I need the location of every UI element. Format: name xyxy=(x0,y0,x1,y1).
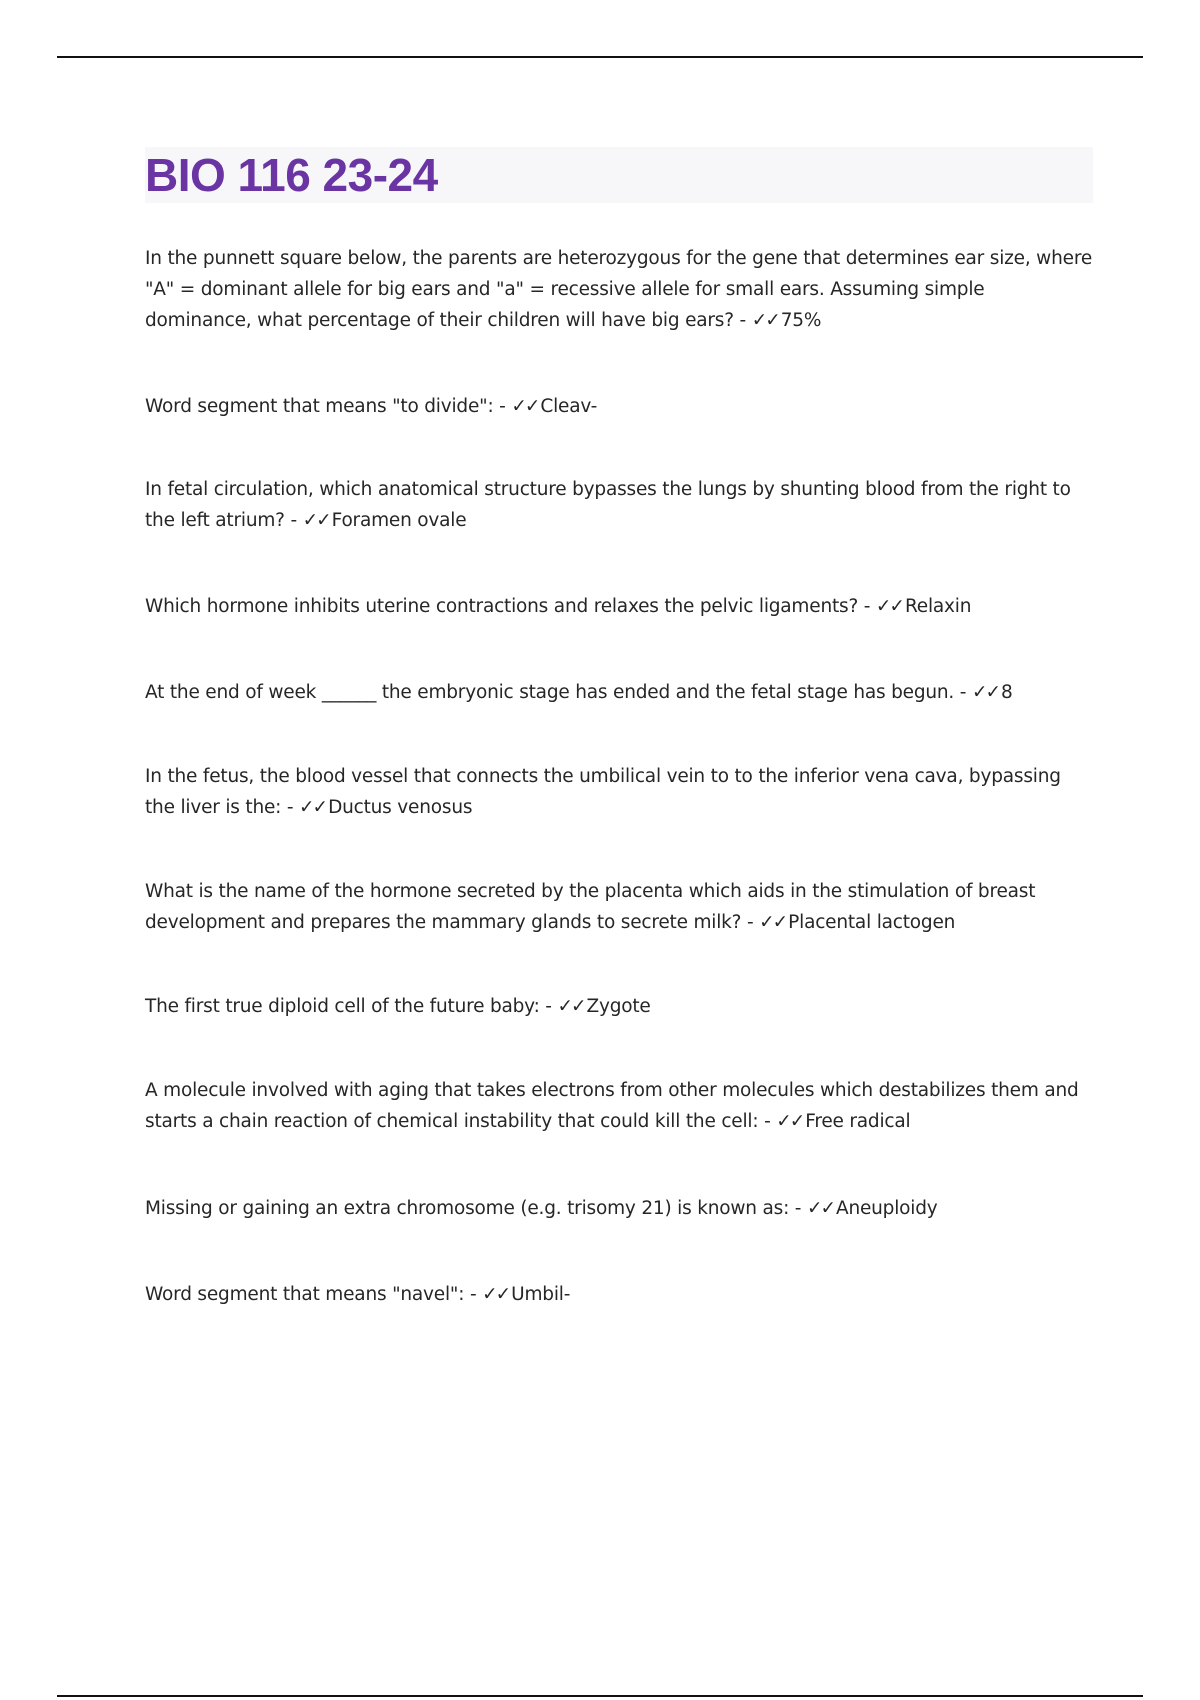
double-check-icon: ✓✓ xyxy=(776,1111,804,1132)
answer-text: Foramen ovale xyxy=(331,510,467,531)
qa-item xyxy=(145,876,1093,938)
answer-text: Umbil- xyxy=(511,1284,571,1305)
qa-item xyxy=(145,243,1093,336)
answer-text: Free radical xyxy=(805,1111,911,1132)
qa-item xyxy=(145,1279,1093,1310)
qa-item xyxy=(145,1193,1093,1224)
question-text: What is the name of the hormone secreted by the placenta which aids in the stimulation of breast development and prepares the mammary glands to secrete milk? xyxy=(145,881,1036,933)
title-banner xyxy=(145,147,1093,203)
double-check-icon: ✓✓ xyxy=(751,310,779,331)
qa-item xyxy=(145,591,1093,622)
question-text: In the punnett square below, the parents are heterozygous for the gene that determines ear size, where "A" = dominant allele for big ears and "a" = recessive allele for small ears. Assuming simple dominance, what percentage of their children will have big ears? xyxy=(145,248,1093,331)
answer-separator: - xyxy=(539,996,558,1017)
answer-text: Zygote xyxy=(586,996,651,1017)
question-text: A molecule involved with aging that takes electrons from other molecules which destabilizes them and starts a chain reaction of chemical instability that could kill the cell: xyxy=(145,1080,1079,1132)
answer-separator: - xyxy=(954,682,972,703)
double-check-icon: ✓✓ xyxy=(875,596,903,617)
answer-text: Ductus venosus xyxy=(328,797,473,818)
double-check-icon: ✓✓ xyxy=(302,510,330,531)
answer-text: Relaxin xyxy=(904,596,972,617)
answer-separator: - xyxy=(758,1111,777,1132)
double-check-icon: ✓✓ xyxy=(557,996,585,1017)
double-check-icon: ✓✓ xyxy=(482,1284,510,1305)
answer-separator: - xyxy=(493,396,512,417)
answer-separator: - xyxy=(789,1198,807,1219)
answer-text: Placental lactogen xyxy=(788,912,956,933)
document-body xyxy=(145,147,1093,1310)
answer-separator: - xyxy=(733,310,752,331)
answer-text: 75% xyxy=(780,310,822,331)
double-check-icon: ✓✓ xyxy=(299,797,327,818)
qa-item xyxy=(145,991,1093,1022)
question-list xyxy=(145,243,1093,1310)
double-check-icon: ✓✓ xyxy=(759,912,787,933)
answer-text: Cleav- xyxy=(540,396,598,417)
question-text: Word segment that means "navel": xyxy=(145,1284,465,1305)
question-text: Which hormone inhibits uterine contractions and relaxes the pelvic ligaments? xyxy=(145,596,859,617)
qa-item xyxy=(145,761,1093,823)
answer-separator: - xyxy=(464,1284,483,1305)
question-text: Word segment that means "to divide": xyxy=(145,396,494,417)
double-check-icon: ✓✓ xyxy=(511,396,539,417)
answer-separator: - xyxy=(281,797,300,818)
top-rule xyxy=(57,56,1143,58)
qa-item xyxy=(145,474,1093,536)
double-check-icon: ✓✓ xyxy=(806,1198,834,1219)
question-text: In the fetus, the blood vessel that connects the umbilical vein to to the inferior vena cava, bypassing the liver is the: xyxy=(145,766,1061,818)
qa-item xyxy=(145,677,1093,708)
question-text: The first true diploid cell of the future baby: xyxy=(145,996,540,1017)
question-text: At the end of week ______ the embryonic stage has ended and the fetal stage has begun. xyxy=(145,682,955,703)
question-text: Missing or gaining an extra chromosome (e.g. trisomy 21) is known as: xyxy=(145,1198,790,1219)
question-text: In fetal circulation, which anatomical structure bypasses the lungs by shunting blood from the right to the left atrium? xyxy=(145,479,1071,531)
document-title: BIO 116 23-24 xyxy=(145,149,438,201)
qa-item xyxy=(145,391,1093,422)
answer-separator: - xyxy=(741,912,760,933)
answer-text: Aneuploidy xyxy=(835,1198,938,1219)
bottom-rule xyxy=(57,1695,1143,1697)
answer-separator: - xyxy=(284,510,303,531)
double-check-icon: ✓✓ xyxy=(971,682,999,703)
qa-item xyxy=(145,1075,1093,1137)
answer-separator: - xyxy=(858,596,876,617)
answer-text: 8 xyxy=(1000,682,1013,703)
